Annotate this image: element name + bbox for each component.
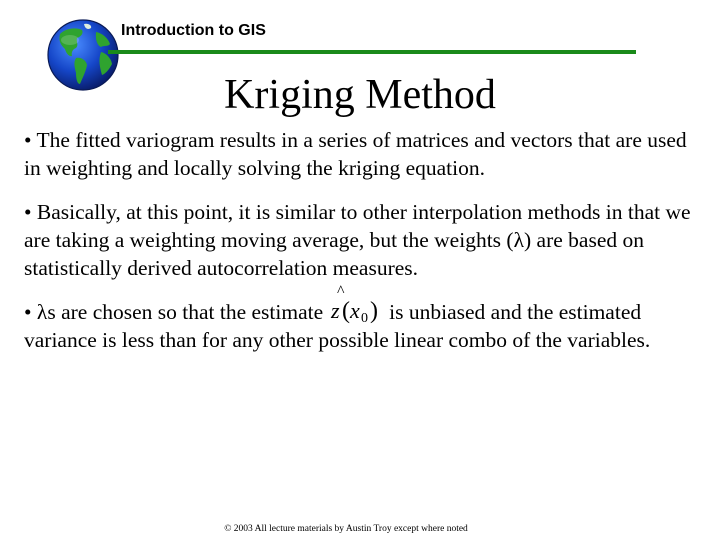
bullet-item (24, 283, 696, 354)
footer (0, 524, 720, 534)
z-hat-formula (327, 283, 385, 326)
svg-text:(: ( (342, 298, 351, 324)
svg-text:): ) (370, 298, 379, 324)
bullet-item: • The fitted variogram results in a series of matrices and vectors that are used in weighting and locally solving the kriging equation. (24, 128, 687, 180)
course-title: Introduction to GIS (121, 22, 266, 39)
slide-title-text: Kriging Method (224, 72, 496, 118)
svg-text:^: ^ (337, 283, 345, 300)
slide-title (0, 68, 720, 122)
header-rule (108, 50, 636, 54)
svg-text:z: z (331, 298, 340, 323)
footer-text: © 2003 All lecture materials by Austin Troy except where noted (224, 524, 468, 534)
bullet-text-after: is unbiased and the estimated variance is less than for any other possible linear combo of the variables. (24, 300, 651, 352)
bullet-list (24, 126, 696, 370)
svg-text:0: 0 (361, 311, 369, 326)
svg-text:x: x (350, 298, 360, 323)
bullet-item: • Basically, at this point, it is similar to other interpolation methods in that we are taking a weighting moving average, but the weights (λ) are based on statistically derived autocorrelation measures. (24, 200, 691, 280)
bullet-text-before: • λs are chosen so that the estimate (24, 300, 324, 324)
